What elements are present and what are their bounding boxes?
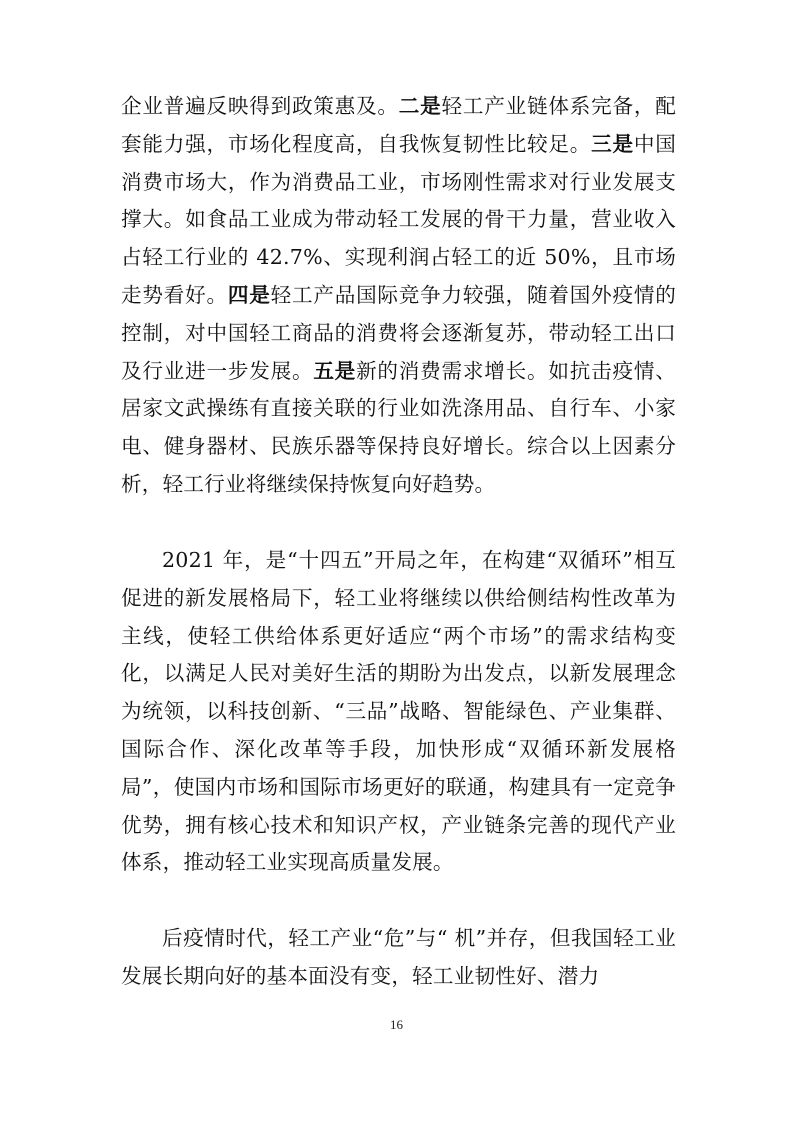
point-marker-4: 四是 [227,282,271,307]
paragraph-text: 新的消费需求增长。如抗击疫情、居家文武操练有直接关联的行业如洗涤用品、自行车、小家电、健身器材、民族乐器等保持良好增长。综合以上因素分析，轻工行业将继续保持恢复向好趋势。 [121,358,676,496]
point-marker-2: 二是 [398,94,442,118]
body-paragraph-1 [121,88,676,504]
paragraph-text: 企业普遍反映得到政策惠及。 [121,94,399,118]
point-marker-3: 三是 [591,131,634,156]
paragraph-text: 轻工产业链体系完备，配套能力强，市场化程度高，自我恢复韧性比较足。 [121,94,676,156]
paragraph-text: 轻工产品国际竞争力较强，随着国外疫情的控制，对中国轻工商品的消费将会逐渐复苏，带动轻工出口及行业进一步发展。 [121,282,677,383]
paragraph-text: 中国消费市场大，作为消费品工业，市场刚性需求对行业发展支撑大。如食品工业成为带动轻工发展的骨干力量，营业收入占轻工行业的 42.7%、实现利润占轻工的近 50%，且市场走势看好。 [121,131,677,307]
page-number: 16 [390,1017,403,1032]
point-marker-5: 五是 [313,358,357,383]
body-paragraph-3: 后疫情时代，轻工产业“危”与“ 机”并存，但我国轻工业发展长期向好的基本面没有变，轻工业韧性好、潜力 [121,926,676,988]
body-paragraph-2: 2021 年，是“十四五”开局之年，在构建“双循环”相互促进的新发展格局下，轻工业将继续以供给侧结构性改革为主线，使轻工供给体系更好适应“两个市场”的需求结构变化，以满足人民对美好生活的期盼为出发点，以新发展理念为统领，以科技创新、“三品”战略、智能绿色、产业集群、国际合作、深化改革等手段，加快形成“双循环新发展格局”，使国内市场和国际市场更好的联通，构建具有一定竞争优势，拥有核心技术和知识产权，产业链条完善的现代产业体系，推动轻工业实现高质量发展。 [121,548,676,875]
